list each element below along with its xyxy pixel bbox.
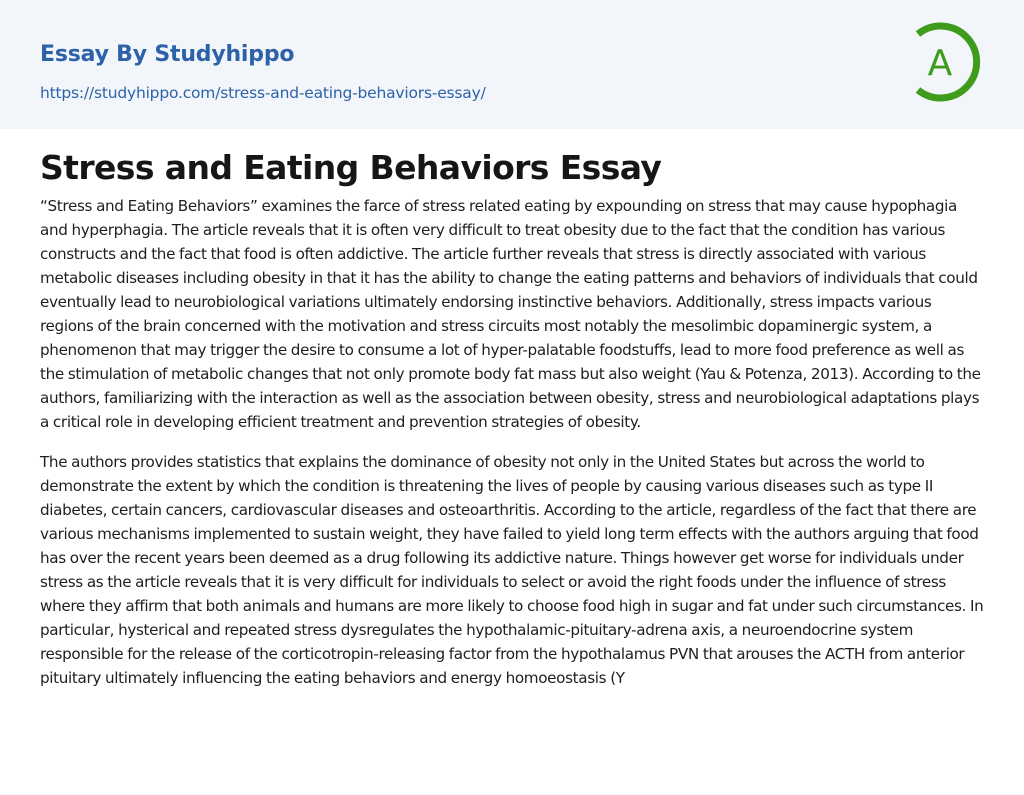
logo-a-circle-icon <box>908 18 988 106</box>
brand-title: Essay By Studyhippo <box>40 42 295 67</box>
essay-body <box>40 194 988 706</box>
essay-paragraph: “Stress and Eating Behaviors” examines the farce of stress related eating by expounding on stress that may cause hypophagia and hyperphagia. The article reveals that it is often very difficult to treat obesity due to the fact that the condition has various constructs and the fact that food is often addictive. The article further reveals that stress is directly associated with various metabolic diseases including obesity in that it has the ability to change the eating patterns and behaviors of individuals that could eventually lead to neurobiological variations ultimately endorsing instinctive behaviors. Additionally, stress impacts various regions of the brain concerned with the motivation and stress circuits most notably the mesolimbic dopaminergic system, a phenomenon that may trigger the desire to consume a lot of hyper-palatable foodstuffs, lead to more food preference as well as the stimulation of metabolic changes that not only promote body fat mass but also weight (Yau & Potenza, 2013). According to the authors, familiarizing with the interaction as well as the association between obesity, stress and neurobiological adaptations plays a critical role in developing efficient treatment and prevention strategies of obesity. <box>40 197 981 431</box>
essay-paragraph: The authors provides statistics that explains the dominance of obesity not only in the United States but across the world to demonstrate the extent by which the condition is threatening the lives of people by causing various diseases such as type II diabetes, certain cancers, cardiovascular diseases and osteoarthritis. According to the article, regardless of the fact that there are various mechanisms implemented to sustain weight, they have failed to yield long term effects with the authors arguing that food has over the recent years been deemed as a drug following its addictive nature. Things however get worse for individuals under stress as the article reveals that it is very difficult for individuals to select or avoid the right foods under the influence of stress where they affirm that both animals and humans are more likely to choose food high in sugar and fat under such circumstances. In particular, hysterical and repeated stress dysregulates the hypothalamic-pituitary-adrena axis, a neuroendocrine system responsible for the release of the corticotropin-releasing factor from the hypothalamus PVN that arouses the ACTH from anterior pituitary ultimately influencing the eating behaviors and energy homoeostasis (Y <box>40 453 984 687</box>
source-url-link[interactable]: https://studyhippo.com/stress-and-eating-behaviors-essay/ <box>40 84 486 102</box>
logo-letter: A <box>927 43 953 84</box>
studyhippo-logo[interactable] <box>908 18 988 106</box>
essay-title: Stress and Eating Behaviors Essay <box>40 148 662 187</box>
